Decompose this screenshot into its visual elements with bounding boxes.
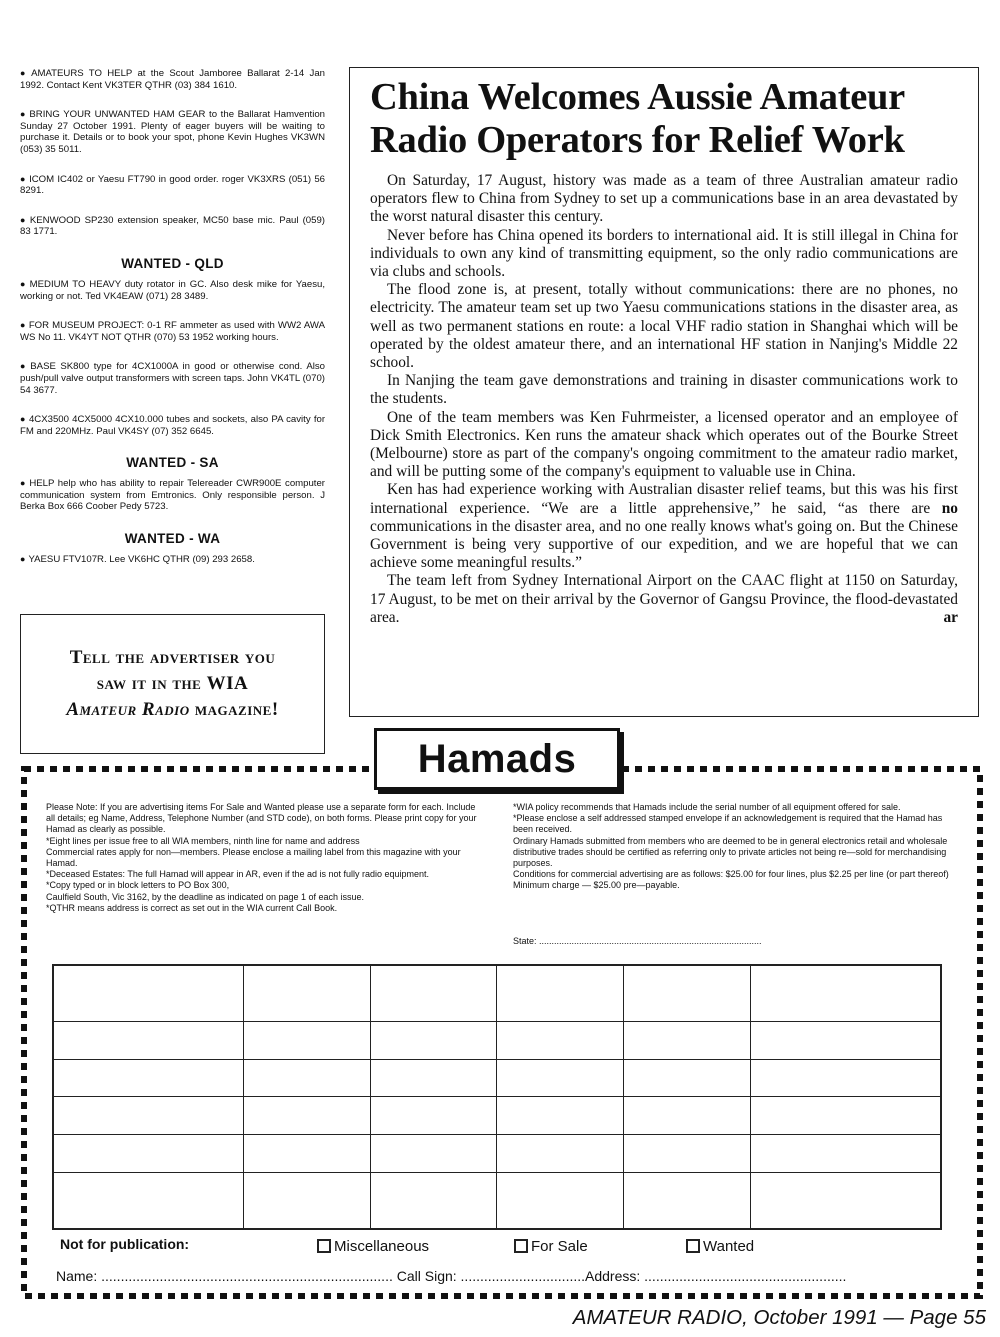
classified-ad (20, 554, 325, 566)
hamad-note-line: Commercial rates apply for non—members. Please enclose a mailing label from this magazine with your Hamad. (46, 846, 461, 869)
grid-cell[interactable] (751, 1097, 941, 1135)
grid-cell[interactable] (751, 1172, 941, 1229)
bullet-icon: ● (20, 173, 27, 184)
ad-text: YAESU FTV107R. Lee VK6HC QTHR (09) 293 2658. (28, 554, 255, 566)
classified-ad (20, 478, 325, 513)
classified-ad (20, 174, 325, 197)
grid-cell[interactable] (624, 1059, 751, 1097)
hamad-note-line: *WIA policy recommends that Hamads include the serial number of all equipment offered for sale. (513, 802, 901, 812)
ad-text: FOR MUSEUM PROJECT: 0-1 RF ammeter as used with WW2 AWA WS No 11. VK4YT NOT QTHR (070) 53 1952 working hours. (20, 320, 325, 343)
grid-cell[interactable] (370, 1097, 497, 1135)
grid-cell[interactable] (370, 1059, 497, 1097)
classifieds-column (20, 68, 325, 584)
grid-cell[interactable] (497, 1059, 624, 1097)
hamads-title: Hamads (417, 736, 577, 781)
grid-cell[interactable] (497, 1097, 624, 1135)
hamad-note-line: *Copy typed or in block letters to PO Box 300, (46, 880, 230, 891)
tell-line1: Tell the advertiser you (69, 647, 276, 668)
ad-text: HELP help who has ability to repair Telereader CWR900E computer communication system from Emtronics. Only responsible person. J Berka Box 666 Coober Pedy 5723. (20, 478, 326, 513)
grid-cell[interactable] (624, 1172, 751, 1229)
checkbox-misc-label: Miscellaneous (334, 1238, 430, 1255)
grid-cell[interactable] (624, 1135, 751, 1173)
tell-line2a: saw it in the (96, 673, 207, 694)
state-field[interactable]: State: ......................................................................................... (513, 936, 762, 946)
ad-text: BRING YOUR UNWANTED HAM GEAR to the Ballarat Hamvention Sunday 27 October 1991. Plenty of eager buyers will be waiting to purchase it. Details or to book your spot, phone Kevin Hughes VK3WN (053) 35 5011. (20, 109, 326, 155)
grid-cell[interactable] (53, 1059, 243, 1097)
grid-cell[interactable] (624, 965, 751, 1022)
article-paragraph: One of the team members was Ken Fuhrmeister, a licensed operator and an employee of Dick Smith Electronics. Ken runs the amateur shack which operates out of the Bourke Street (Melbourne) store as part of the company's ongoing commitment to the amateur radio market, and will be putting some of the company's equipment to valuable use in China. (370, 408, 958, 481)
tell-line3b: magazine! (189, 699, 279, 720)
grid-cell[interactable] (53, 1097, 243, 1135)
article-paragraph: Ken has had experience working with Australian disaster relief teams, but this was his first international experience. “We are a little apprehensive,” he said, “as there are no communications in the disaster area, and no one really knows what's going on. But the Chinese Government is being very supportive of our expedition, and we are hopeful that we can achieve some meaningful results.” (370, 481, 958, 572)
hamad-note-line: Ordinary Hamads submitted from members who are deemed to be in general electronics retail and wholesale distributive trades should be certified as referring only to private articles not being re—sold for merchandising purposes. (513, 835, 948, 869)
classified-ad (20, 361, 325, 396)
hamad-note-line: Conditions for commercial advertising are as follows: $25.00 for four lines, plus $2.25 per line (or part thereof) Minimum charge — $25.00 pre—payable. (513, 869, 949, 891)
grid-cell[interactable] (370, 1135, 497, 1173)
article-paragraph: On Saturday, 17 August, history was made as a team of three Australian amateur radio operators flew to China from Sydney to set up a communications base in an area devastated by the worst natural disaster this century. (370, 172, 958, 226)
grid-row (53, 1097, 941, 1135)
article-box (349, 67, 979, 717)
name-callsign-address-line[interactable]: Name: ........................................................................... Call Sign: ................................Address: .................................................... (56, 1268, 847, 1284)
classified-ad (20, 215, 325, 238)
hamad-note-line: *Eight lines per issue free to all WIA members, ninth line for name and address (46, 835, 360, 846)
bullet-icon: ● (20, 68, 29, 78)
classified-ad (20, 109, 325, 155)
grid-row (53, 1059, 941, 1097)
hamad-entry-grid (52, 964, 942, 1230)
ads-top-group (20, 68, 325, 238)
checkbox-miscellaneous[interactable] (317, 1238, 429, 1255)
footer-magazine: AMATEUR RADIO (572, 1306, 743, 1329)
grid-cell[interactable] (243, 1097, 370, 1135)
article-title: China Welcomes Aussie Amateur Radio Operators for Relief Work (370, 76, 905, 161)
ads-sa-group (20, 478, 325, 513)
grid-cell[interactable] (53, 1172, 243, 1229)
grid-row (53, 1135, 941, 1173)
ad-text: MEDIUM TO HEAVY duty rotator in GC. Also desk mike for Yaesu, working or not. Ted VK4EAW (071) 28 3489. (20, 278, 326, 302)
article-paragraph: Never before has China opened its borders to international aid. It is still illegal in China for individuals to own any kind of transmitting equipment, so the only radio communications are via clubs and schools. (370, 226, 958, 281)
not-for-publication-label: Not for publication: (60, 1236, 190, 1252)
bullet-icon: ● (20, 320, 26, 331)
ad-text: BASE SK800 type for 4CX1000A in good or otherwise cond. Also push/pull valve output transformers with screen taps. John VK4TL (070) 54 3677. (20, 361, 325, 396)
grid-cell[interactable] (370, 965, 497, 1022)
hamads-notes-right (513, 802, 953, 892)
article-paragraph: The team left from Sydney International Airport on the CAAC flight at 1150 on Saturday, 17 August, to be met on their arrival by the Governor of Gangsu Province, the flood-devastated area. (370, 572, 958, 626)
tell-line2b: WIA (206, 673, 249, 694)
article-body (370, 172, 958, 627)
classified-ad (20, 414, 325, 437)
classified-ad (20, 320, 325, 343)
hamad-note-line: *Deceased Estates: The full Hamad will appear in AR, even if the ad is not fully radio equipment. (46, 869, 430, 880)
checkbox-icon[interactable] (317, 1239, 331, 1253)
hamads-notes-left (46, 802, 486, 914)
hamad-note-line: Caulfield South, Vic 3162, by the deadline as indicated on page 1 of each issue. (46, 891, 365, 902)
wanted-sa-heading: WANTED - SA (126, 455, 219, 471)
classified-ad (20, 68, 325, 91)
grid-cell[interactable] (751, 1059, 941, 1097)
bullet-icon: ● (20, 554, 26, 565)
wanted-qld-heading: WANTED - QLD (121, 255, 224, 271)
grid-cell[interactable] (243, 965, 370, 1022)
bullet-icon: ● (20, 214, 27, 225)
hamad-note-line: Please Note: If you are advertising items For Sale and Wanted please use a separate form for each. Include all details; eg Name, Address, Telephone Number (and STD code), on both forms. Please print copy for your Hamad as clearly as possible. (46, 802, 477, 835)
tell-line3a: Amateur Radio (66, 699, 190, 720)
grid-cell[interactable] (243, 1059, 370, 1097)
grid-cell[interactable] (53, 1022, 243, 1060)
grid-row (53, 965, 941, 1022)
grid-cell[interactable] (370, 1172, 497, 1229)
bullet-icon: ● (20, 109, 27, 120)
article-paragraph: The flood zone is, at present, totally without communications: there are no phones, no electricity. The amateur team set up two Yaesu communications stations in the disaster area, as well as two permanent stations en route: a local VHF radio station in Shanghai which will be operated by the oldest amateur there, and an international HF station in Nanjing's Middle 22 school. (370, 281, 958, 372)
grid-cell[interactable] (53, 965, 243, 1022)
grid-cell[interactable] (497, 1135, 624, 1173)
ad-text: KENWOOD SP230 extension speaker, MC50 base mic. Paul (059) 83 1771. (20, 214, 325, 238)
tell-advertiser-box (20, 614, 325, 754)
checkbox-wanted-label: Wanted (703, 1238, 755, 1255)
article-end-mark: ar (943, 609, 958, 627)
grid-cell[interactable] (243, 1135, 370, 1173)
wanted-wa-heading: WANTED - WA (124, 531, 221, 547)
grid-cell[interactable] (751, 965, 941, 1022)
grid-cell[interactable] (243, 1172, 370, 1229)
ads-qld-group (20, 279, 325, 437)
checkbox-icon[interactable] (514, 1239, 528, 1253)
bullet-icon: ● (20, 361, 28, 372)
checkbox-sale-label: For Sale (531, 1238, 588, 1255)
footer-rest: , October 1991 — Page 55 (742, 1306, 986, 1329)
hamad-note-line: *QTHR means address is correct as set out in the WIA current Call Book. (46, 902, 338, 913)
grid-cell[interactable] (751, 1135, 941, 1173)
grid-cell[interactable] (497, 1172, 624, 1229)
grid-cell[interactable] (497, 1022, 624, 1060)
grid-cell[interactable] (624, 1022, 751, 1060)
grid-cell[interactable] (243, 1022, 370, 1060)
checkbox-for-sale[interactable] (514, 1238, 588, 1255)
bullet-icon: ● (20, 478, 27, 489)
ad-text: 4CX3500 4CX5000 4CX10.000 tubes and sockets, also PA cavity for FM and 220MHz. Paul VK4SY (07) 352 6645. (20, 414, 326, 437)
checkbox-icon[interactable] (686, 1239, 700, 1253)
grid-cell[interactable] (751, 1022, 941, 1060)
ads-wa-group (20, 554, 325, 566)
grid-row (53, 1172, 941, 1229)
grid-cell[interactable] (53, 1135, 243, 1173)
page-footer (573, 1306, 986, 1330)
article-paragraph: In Nanjing the team gave demonstrations and training in disaster communications work to the students. (370, 372, 958, 408)
classified-ad (20, 279, 325, 302)
ad-text: ICOM IC402 or Yaesu FT790 in good order. roger VK3XRS (051) 56 8291. (20, 173, 326, 197)
hamads-title-box (374, 728, 620, 790)
bullet-icon: ● (20, 414, 26, 425)
grid-cell[interactable] (497, 965, 624, 1022)
grid-cell[interactable] (624, 1097, 751, 1135)
grid-row (53, 1022, 941, 1060)
ad-text: AMATEURS TO HELP at the Scout Jamboree Ballarat 2-14 Jan 1992. Contact Kent VK3TER QTHR (03) 384 1610. (20, 68, 325, 91)
grid-cell[interactable] (370, 1022, 497, 1060)
checkbox-wanted[interactable] (686, 1238, 754, 1255)
bullet-icon: ● (20, 278, 27, 289)
hamad-note-line: *Please enclose a self addressed stamped envelope if an acknowledgement is required that the Hamad has been received. (513, 813, 943, 835)
